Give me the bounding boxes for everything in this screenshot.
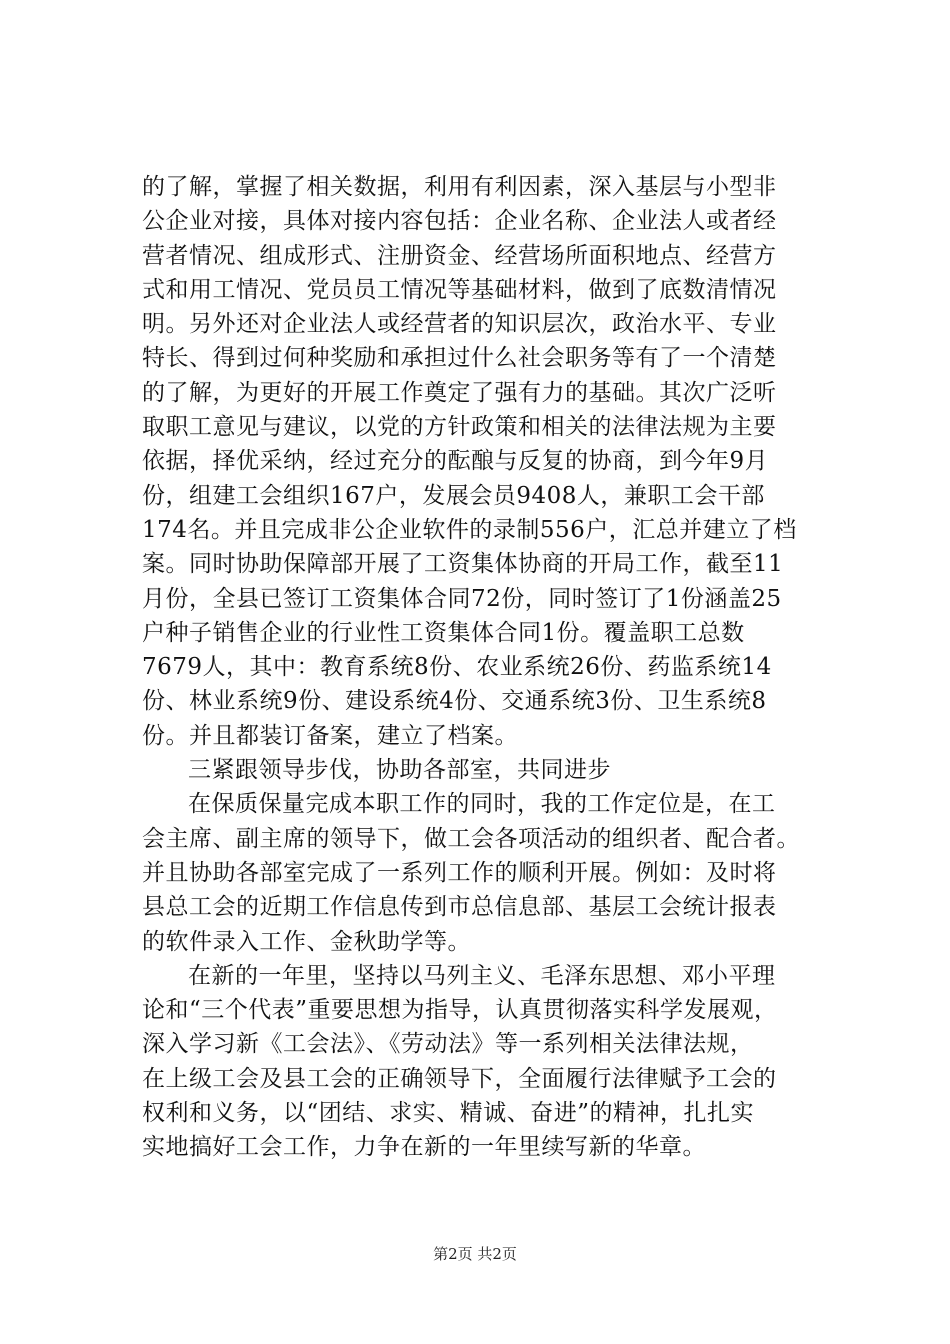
text-line: 的了解，为更好的开展工作奠定了强有力的基础。其次广泛听 xyxy=(142,379,777,406)
paragraph-start: 在保质保量完成本职工作的同时，我的工作定位是，在工 xyxy=(188,791,776,818)
text-line: 公企业对接，具体对接内容包括：企业名称、企业法人或者经 xyxy=(142,208,777,235)
text-line: 权利和义务，以“团结、求实、精诚、奋进”的精神，扎扎实 xyxy=(142,1100,755,1127)
text-line: 户种子销售企业的行业性工资集体合同1份。覆盖职工总数 xyxy=(142,619,745,646)
text-line: 并且协助各部室完成了一系列工作的顺利开展。例如：及时将 xyxy=(142,859,777,886)
text-line: 份，组建工会组织167户，发展会员9408人，兼职工会干部 xyxy=(142,482,765,509)
text-line: 明。另外还对企业法人或经营者的知识层次，政治水平、专业 xyxy=(142,311,777,338)
text-line: 取职工意见与建议，以党的方针政策和相关的法律法规为主要 xyxy=(142,414,777,441)
text-line: 县总工会的近期工作信息传到市总信息部、基层工会统计报表 xyxy=(142,894,777,921)
text-line: 月份，全县已签订工资集体合同72份，同时签订了1份涵盖25 xyxy=(142,585,782,612)
section-heading: 三紧跟领导步伐，协助各部室，共同进步 xyxy=(188,757,611,784)
text-line: 案。同时协助保障部开展了工资集体协商的开局工作，截至11 xyxy=(142,551,784,578)
text-line: 式和用工情况、党员员工情况等基础材料，做到了底数清情况 xyxy=(142,276,777,303)
text-line: 实地搞好工会工作，力争在新的一年里续写新的华章。 xyxy=(142,1134,706,1161)
text-line: 7679人，其中：教育系统8份、农业系统26份、药监系统14 xyxy=(142,654,772,681)
text-line: 特长、得到过何种奖励和承担过什么社会职务等有了一个清楚 xyxy=(142,345,777,372)
text-line: 份。并且都装订备案，建立了档案。 xyxy=(142,722,518,749)
text-line: 份、林业系统9份、建设系统4份、交通系统3份、卫生系统8 xyxy=(142,688,767,715)
text-line: 会主席、副主席的领导下，做工会各项活动的组织者、配合者。 xyxy=(142,825,800,852)
paragraph-start: 在新的一年里，坚持以马列主义、毛泽东思想、邓小平理 xyxy=(188,962,776,989)
text-line: 的了解，掌握了相关数据，利用有利因素，深入基层与小型非 xyxy=(142,174,777,200)
text-line: 深入学习新《工会法》、《劳动法》等一系列相关法律法规， xyxy=(142,1031,754,1058)
document-body xyxy=(142,170,822,1165)
page-footer: 第2页 共2页 xyxy=(433,1245,517,1263)
text-line: 营者情况、组成形式、注册资金、经营场所面积地点、经营方 xyxy=(142,242,777,269)
text-line: 论和“三个代表”重要思想为指导，认真贯彻落实科学发展观， xyxy=(142,997,778,1024)
text-line: 174名。并且完成非公企业软件的录制556户，汇总并建立了档 xyxy=(142,516,797,543)
text-line: 的软件录入工作、金秋助学等。 xyxy=(142,928,471,955)
text-line: 依据，择优采纳，经过充分的酝酿与反复的协商，到今年9月 xyxy=(142,448,769,475)
text-line: 在上级工会及县工会的正确领导下，全面履行法律赋予工会的 xyxy=(142,1065,777,1092)
